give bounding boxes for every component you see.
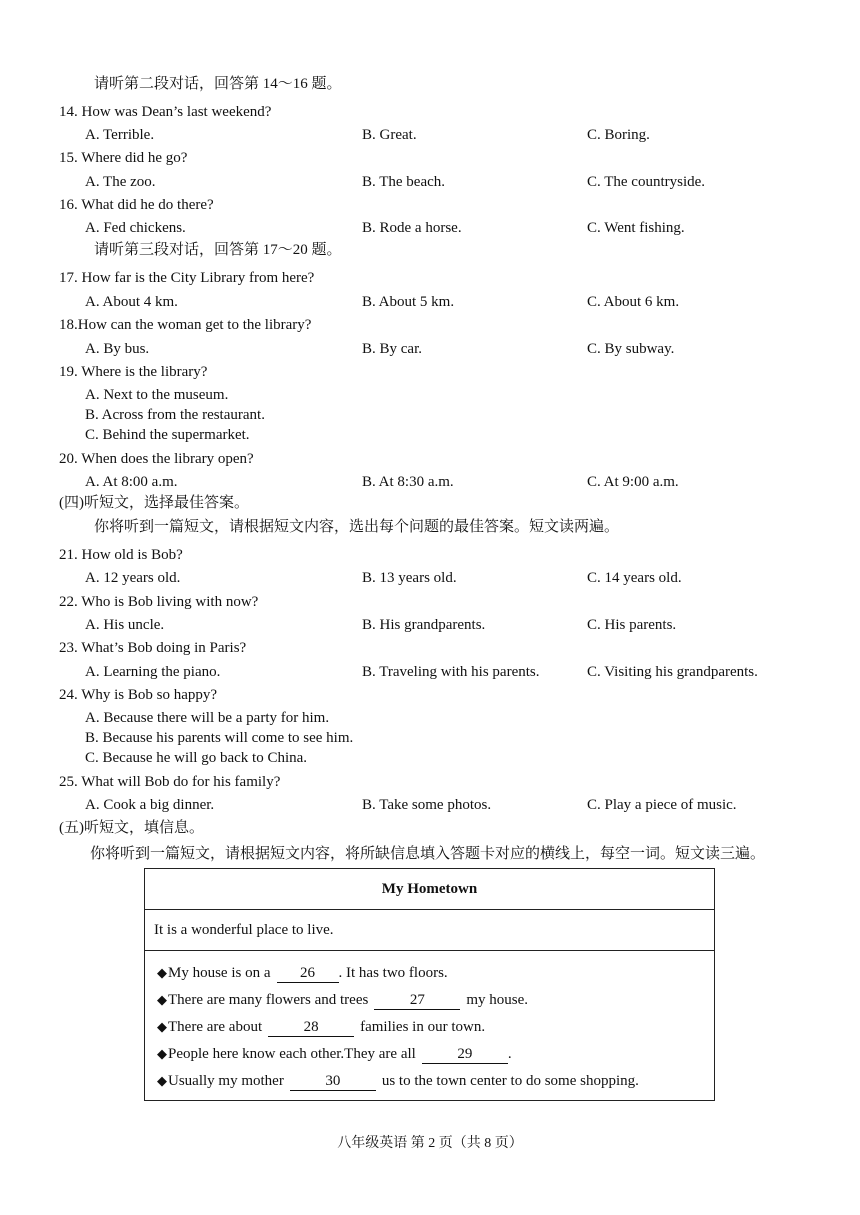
q22-option-c: C. His parents. <box>587 617 677 633</box>
row-text-after: . <box>507 1046 512 1062</box>
q21-option-b: B. 13 years old. <box>362 570 457 586</box>
row-text-after: . It has two floors. <box>338 965 448 981</box>
q15-option-a: A. The zoo. <box>85 174 156 190</box>
row-text-before: My house is on a <box>168 965 271 981</box>
answer-blank-27: 27 <box>374 992 460 1010</box>
table-intro: It is a wonderful place to live. <box>145 910 714 951</box>
q19-option-b: B. Across from the restaurant. <box>85 407 265 423</box>
question-18: 18.How can the woman get to the library? <box>59 317 312 333</box>
answer-blank-30: 30 <box>290 1073 376 1091</box>
question-22: 22. Who is Bob living with now? <box>59 594 259 610</box>
dialog3-instruction: 请听第三段对话，回答第 17～20 题。 <box>94 242 342 258</box>
q20-option-b: B. At 8:30 a.m. <box>362 474 454 490</box>
q19-option-a: A. Next to the museum. <box>85 387 229 403</box>
answer-blank-29: 29 <box>422 1046 508 1064</box>
q17-option-c: C. About 6 km. <box>587 294 680 310</box>
table-row <box>157 959 714 986</box>
q23-option-b: B. Traveling with his parents. <box>362 664 540 680</box>
page-footer: 八年级英语 第 2 页（共 8 页） <box>337 1136 523 1151</box>
question-24: 24. Why is Bob so happy? <box>59 687 218 703</box>
q16-option-b: B. Rode a horse. <box>362 220 462 236</box>
question-25: 25. What will Bob do for his family? <box>59 774 281 790</box>
question-17: 17. How far is the City Library from here? <box>59 270 315 286</box>
hometown-table <box>144 868 715 1101</box>
q18-option-b: B. By car. <box>362 341 422 357</box>
q22-option-b: B. His grandparents. <box>362 617 486 633</box>
part5-heading: (五)听短文，填信息。 <box>59 820 204 836</box>
table-title: My Hometown <box>145 869 714 910</box>
answer-blank-28: 28 <box>268 1019 354 1037</box>
q20-option-c: C. At 9:00 a.m. <box>587 474 679 490</box>
diamond-bullet-icon: ◆ <box>157 1046 167 1061</box>
row-text-before: Usually my mother <box>168 1073 284 1089</box>
q16-option-c: C. Went fishing. <box>587 220 685 236</box>
question-23: 23. What’s Bob doing in Paris? <box>59 640 247 656</box>
diamond-bullet-icon: ◆ <box>157 1073 167 1088</box>
q15-option-c: C. The countryside. <box>587 174 706 190</box>
q21-option-a: A. 12 years old. <box>85 570 181 586</box>
q16-option-a: A. Fed chickens. <box>85 220 186 236</box>
question-15: 15. Where did he go? <box>59 150 188 166</box>
row-text-after: us to the town center to do some shopping. <box>381 1073 639 1089</box>
table-row <box>157 1040 714 1067</box>
q22-option-a: A. His uncle. <box>85 617 165 633</box>
q14-option-a: A. Terrible. <box>85 127 155 143</box>
diamond-bullet-icon: ◆ <box>157 992 167 1007</box>
dialog2-instruction: 请听第二段对话，回答第 14～16 题。 <box>94 76 342 92</box>
table-row <box>157 986 714 1013</box>
q25-option-c: C. Play a piece of music. <box>587 797 737 813</box>
row-text-before: There are many flowers and trees <box>168 992 369 1008</box>
answer-blank-26: 26 <box>277 965 339 983</box>
question-19: 19. Where is the library? <box>59 364 208 380</box>
row-text-before: There are about <box>168 1019 263 1035</box>
q25-option-b: B. Take some photos. <box>362 797 492 813</box>
q18-option-a: A. By bus. <box>85 341 150 357</box>
table-row <box>157 1067 714 1094</box>
question-16: 16. What did he do there? <box>59 197 214 213</box>
q17-option-b: B. About 5 km. <box>362 294 455 310</box>
q15-option-b: B. The beach. <box>362 174 446 190</box>
q24-option-c: C. Because he will go back to China. <box>85 750 308 766</box>
q14-option-b: B. Great. <box>362 127 417 143</box>
question-20: 20. When does the library open? <box>59 451 254 467</box>
q14-option-c: C. Boring. <box>587 127 650 143</box>
row-text-before: People here know each other.They are all <box>168 1046 416 1062</box>
q23-option-a: A. Learning the piano. <box>85 664 221 680</box>
table-row <box>157 1013 714 1040</box>
q18-option-c: C. By subway. <box>587 341 675 357</box>
q24-option-a: A. Because there will be a party for him. <box>85 710 330 726</box>
table-body <box>145 951 714 1100</box>
part5-instruction: 你将听到一篇短文，请根据短文内容，将所缺信息填入答题卡对应的横线上，每空一词。短文读三遍。 <box>90 846 766 862</box>
q25-option-a: A. Cook a big dinner. <box>85 797 215 813</box>
question-21: 21. How old is Bob? <box>59 547 183 563</box>
diamond-bullet-icon: ◆ <box>157 1019 167 1034</box>
diamond-bullet-icon: ◆ <box>157 965 167 980</box>
part4-instruction: 你将听到一篇短文，请根据短文内容，选出每个问题的最佳答案。短文读两遍。 <box>94 519 620 535</box>
question-14: 14. How was Dean’s last weekend? <box>59 104 272 120</box>
q21-option-c: C. 14 years old. <box>587 570 682 586</box>
row-text-after: my house. <box>466 992 528 1008</box>
part4-heading: (四)听短文，选择最佳答案。 <box>59 495 249 511</box>
q24-option-b: B. Because his parents will come to see him. <box>85 730 354 746</box>
q17-option-a: A. About 4 km. <box>85 294 178 310</box>
q23-option-c: C. Visiting his grandparents. <box>587 664 758 680</box>
q20-option-a: A. At 8:00 a.m. <box>85 474 178 490</box>
q19-option-c: C. Behind the supermarket. <box>85 427 250 443</box>
row-text-after: families in our town. <box>360 1019 486 1035</box>
